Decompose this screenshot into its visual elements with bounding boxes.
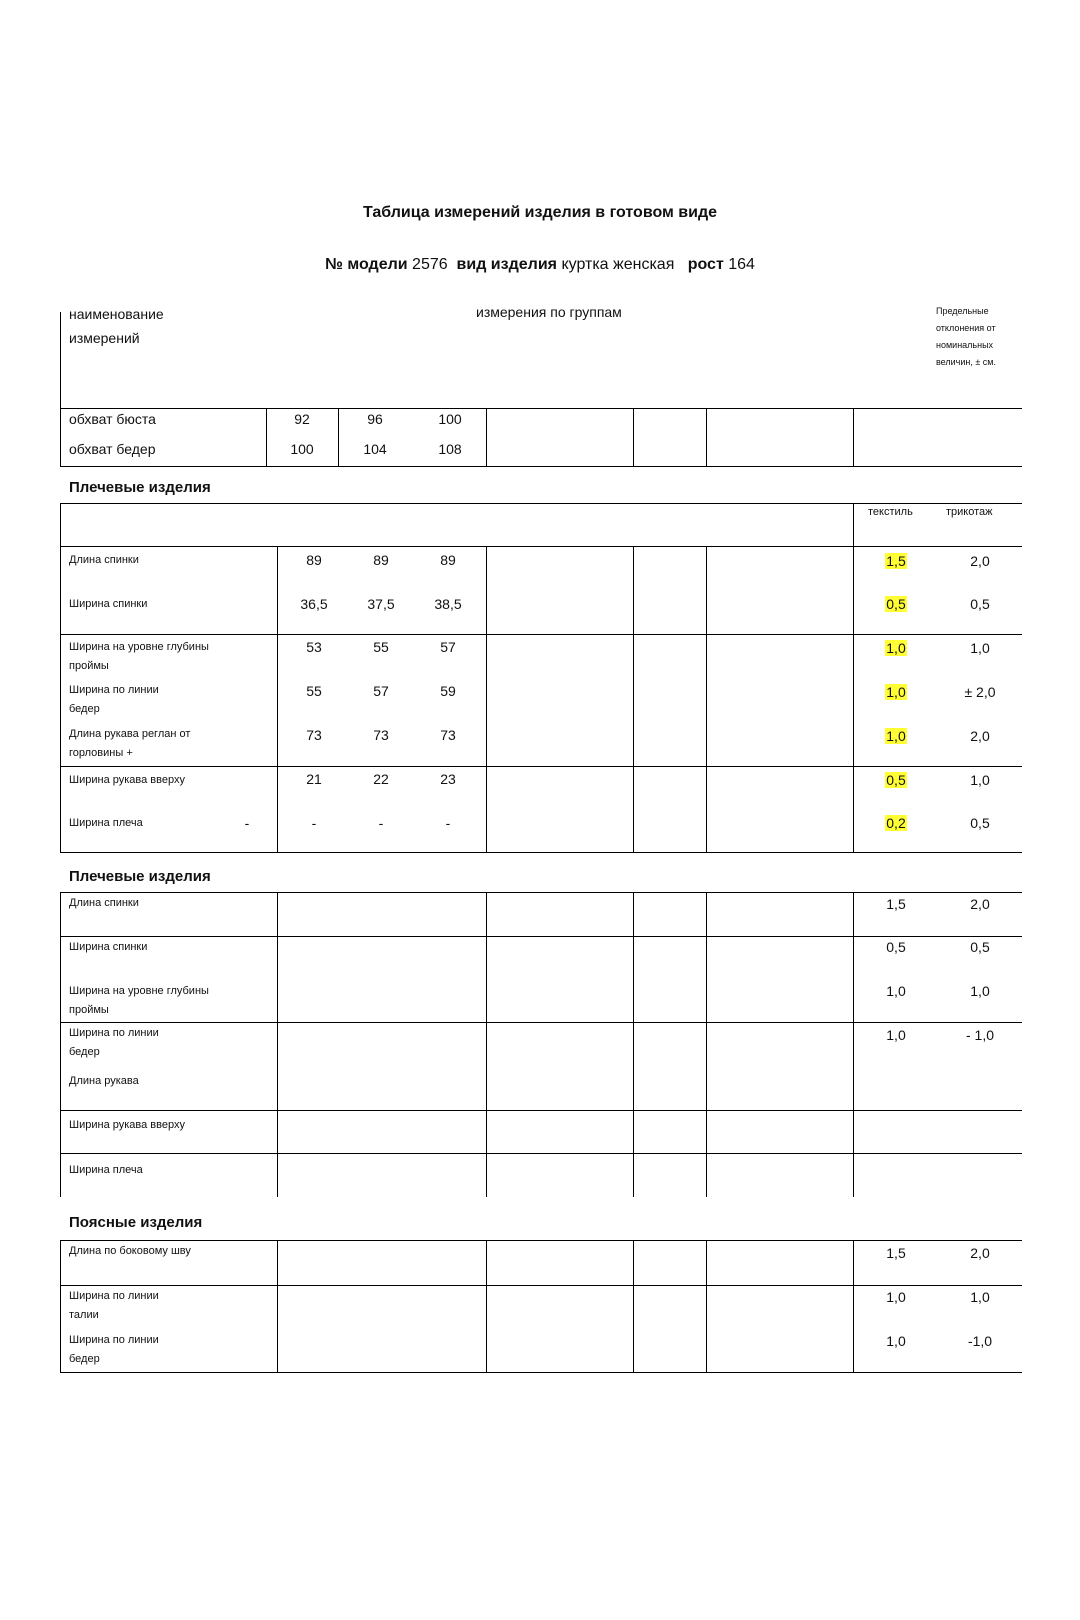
- row-label: Ширина на уровне глубины проймы: [69, 641, 209, 672]
- row-value: 37,5: [367, 596, 395, 612]
- row-label: Ширина по линии талии: [69, 1290, 159, 1321]
- row-value: -: [244, 815, 250, 831]
- row-value: 36,5: [300, 596, 328, 612]
- tolerance-knit: 0,5: [970, 596, 990, 612]
- section-2-title: Плечевые изделия: [69, 868, 211, 885]
- row-value: 89: [306, 552, 322, 568]
- tolerance-textile: 1,0: [886, 983, 906, 999]
- tolerance-textile: 1,0: [886, 728, 906, 744]
- tolerance-knit: 0,5: [970, 939, 990, 955]
- group-value: 100: [438, 411, 462, 427]
- tolerance-knit: -1,0: [967, 1333, 993, 1349]
- header-name-col: наименование измерений: [69, 306, 164, 346]
- tolerance-knit: 1,0: [970, 1289, 990, 1305]
- group-value: 100: [290, 441, 314, 457]
- row-value: 73: [306, 727, 322, 743]
- col-knit: трикотаж: [946, 506, 993, 518]
- tolerance-knit: 2,0: [970, 728, 990, 744]
- row-value: 57: [373, 683, 389, 699]
- row-label: Ширина на уровне глубины проймы: [69, 985, 209, 1016]
- header-groups-col: измерения по группам: [476, 304, 622, 320]
- tolerance-knit: 1,0: [970, 640, 990, 656]
- tolerance-textile: 1,0: [886, 1333, 906, 1349]
- model-value: 2576: [412, 256, 448, 273]
- row-label: Длина рукава реглан от горловины +: [69, 728, 191, 759]
- tolerance-textile: 1,5: [886, 1245, 906, 1261]
- group-value: 108: [438, 441, 462, 457]
- tolerance-textile: 1,5: [886, 896, 906, 912]
- tolerance-knit: - 1,0: [965, 1027, 994, 1043]
- row-value: -: [378, 815, 384, 831]
- row-label: Ширина рукава вверху: [69, 1119, 185, 1131]
- row-label: Ширина плеча: [69, 817, 143, 829]
- row-value: 89: [373, 552, 389, 568]
- row-value: 23: [440, 771, 456, 787]
- tolerance-knit: 0,5: [970, 815, 990, 831]
- group-value: 104: [363, 441, 387, 457]
- tolerance-textile: 0,2: [886, 815, 906, 831]
- row-label: Ширина по линии бедер: [69, 1334, 159, 1365]
- section-3-title: Поясные изделия: [69, 1214, 203, 1231]
- row-label: Длина спинки: [69, 554, 139, 566]
- row-value: 89: [440, 552, 456, 568]
- row-value: 55: [373, 639, 389, 655]
- section-1-title: Плечевые изделия: [69, 479, 211, 496]
- tolerance-knit: 2,0: [970, 1245, 990, 1261]
- group-label-hips: обхват бедер: [69, 441, 156, 457]
- tolerance-textile: 1,0: [886, 684, 906, 700]
- col-textile: текстиль: [868, 506, 913, 518]
- group-value: 96: [367, 411, 383, 427]
- group-label-bust: обхват бюста: [69, 411, 156, 427]
- row-label: Ширина по линии бедер: [69, 684, 159, 715]
- height-label: рост: [687, 256, 724, 273]
- row-value: 59: [440, 683, 456, 699]
- tolerance-textile: 1,0: [886, 640, 906, 656]
- row-label: Ширина спинки: [69, 598, 148, 610]
- tolerance-textile: 1,5: [886, 553, 906, 569]
- group-value: 92: [294, 411, 310, 427]
- tolerance-knit: 2,0: [970, 553, 990, 569]
- row-value: -: [445, 815, 451, 831]
- row-value: 38,5: [434, 596, 462, 612]
- row-label: Длина рукава: [69, 1075, 139, 1087]
- tolerance-textile: 1,0: [886, 1289, 906, 1305]
- type-value: куртка женская: [561, 256, 675, 273]
- row-label: Длина по боковому шву: [69, 1245, 191, 1257]
- tolerance-knit: 1,0: [970, 983, 990, 999]
- height-value: 164: [728, 256, 755, 273]
- row-label: Ширина по линии бедер: [69, 1027, 159, 1058]
- header-tolerance-col: Предельные отклонения от номинальных величин, ± см.: [936, 306, 996, 367]
- row-value: 73: [440, 727, 456, 743]
- row-value: 22: [373, 771, 389, 787]
- row-label: Ширина плеча: [69, 1164, 143, 1176]
- tolerance-textile: 0,5: [886, 596, 906, 612]
- type-label: вид изделия: [456, 256, 557, 273]
- row-value: 73: [373, 727, 389, 743]
- tolerance-textile: 1,0: [886, 1027, 906, 1043]
- document-title: Таблица измерений изделия в готовом виде: [362, 204, 718, 221]
- row-label: Ширина спинки: [69, 941, 148, 953]
- row-value: 55: [306, 683, 322, 699]
- model-info-line: [0, 256, 1080, 274]
- row-label: Длина спинки: [69, 897, 139, 909]
- tolerance-textile: 0,5: [886, 939, 906, 955]
- tolerance-textile: 0,5: [886, 772, 906, 788]
- row-value: 57: [440, 639, 456, 655]
- tolerance-knit: ± 2,0: [964, 684, 996, 700]
- row-label: Ширина рукава вверху: [69, 774, 185, 786]
- row-value: 53: [306, 639, 322, 655]
- row-value: 21: [306, 771, 322, 787]
- tolerance-knit: 2,0: [970, 896, 990, 912]
- row-value: -: [311, 815, 317, 831]
- tolerance-knit: 1,0: [970, 772, 990, 788]
- model-label: № модели: [325, 256, 408, 273]
